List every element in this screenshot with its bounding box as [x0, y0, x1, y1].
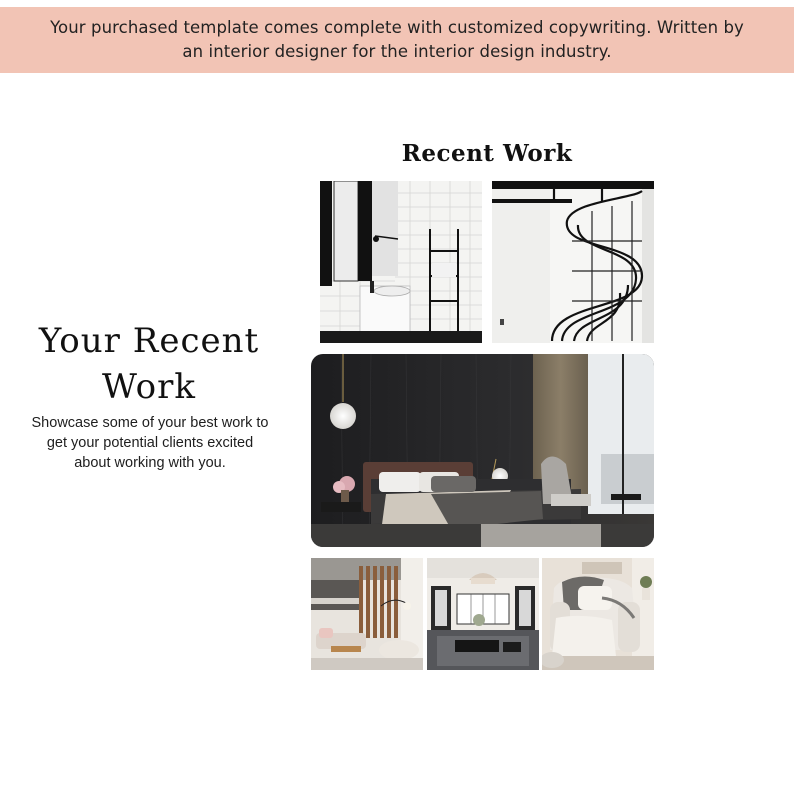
gallery-title: Recent Work	[401, 140, 573, 167]
photo-staircase	[492, 181, 654, 343]
photo-living-room-wood-slats	[311, 558, 423, 670]
banner-text: Your purchased template comes complete with customized copywriting. Written by an interior designer for the interior design industry.	[50, 18, 744, 61]
section-description: Showcase some of your best work to get your potential clients excited about working with you.	[31, 415, 269, 471]
photo-living-room-pendant	[427, 558, 539, 670]
section-title: Your Recent Work	[38, 321, 260, 407]
photo-armchair-corner	[542, 558, 654, 670]
top-banner	[0, 7, 794, 73]
photo-bedroom	[311, 354, 654, 547]
photo-bathroom	[320, 181, 482, 343]
